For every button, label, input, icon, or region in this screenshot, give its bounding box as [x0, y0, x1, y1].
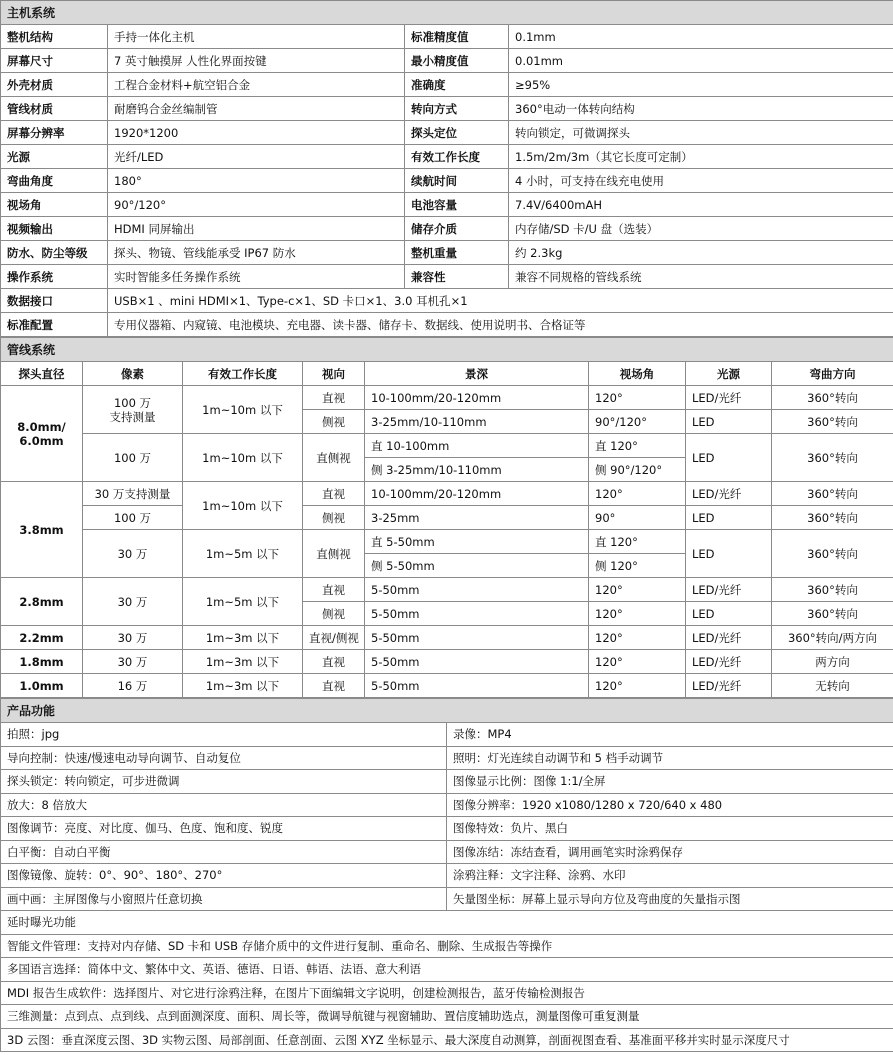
table-row — [1, 49, 893, 73]
spec-value: 4 小时，可支持在线充电使用 — [509, 169, 893, 193]
dof-cell: 3-25mm/10-110mm — [365, 410, 589, 434]
bend-cell: 360°转向 — [772, 602, 893, 626]
spec-label: 有效工作长度 — [405, 145, 509, 169]
pixel-cell: 16 万 — [83, 674, 183, 698]
view-cell: 直视 — [303, 650, 365, 674]
spec-value: 7 英寸触摸屏 人性化界面按键 — [108, 49, 405, 73]
spec-value: 耐磨钨合金丝编制管 — [108, 97, 405, 121]
spec-value: 7.4V/6400mAH — [509, 193, 893, 217]
feature-item: 拍照：jpg — [1, 723, 447, 747]
spec-value: 180° — [108, 169, 405, 193]
spec-label: 外壳材质 — [1, 73, 108, 97]
dof-cell: 5-50mm — [365, 602, 589, 626]
fov-cell: 120° — [589, 602, 686, 626]
table-row — [1, 530, 893, 554]
pixel-cell: 30 万 — [83, 530, 183, 578]
light-cell: LED/光纤 — [686, 482, 772, 506]
view-cell: 直视/侧视 — [303, 626, 365, 650]
feature-line-rows — [1, 911, 893, 1052]
table-row — [1, 578, 893, 602]
table-row — [1, 97, 893, 121]
header-cell: 光源 — [686, 362, 772, 386]
spec-label: 探头定位 — [405, 121, 509, 145]
spec-label: 视频输出 — [1, 217, 108, 241]
spec-value: 1920*1200 — [108, 121, 405, 145]
fov-cell: 120° — [589, 386, 686, 410]
dof-cell: 侧 3-25mm/10-110mm — [365, 458, 589, 482]
view-cell: 直视 — [303, 578, 365, 602]
light-cell: LED — [686, 530, 772, 578]
table-row — [1, 911, 893, 935]
host-rows — [1, 25, 893, 289]
light-cell: LED/光纤 — [686, 386, 772, 410]
bend-cell: 360°转向 — [772, 506, 893, 530]
length-cell: 1m~3m 以下 — [183, 674, 303, 698]
pipeline-system-table — [0, 337, 893, 698]
light-cell: LED — [686, 410, 772, 434]
feature-item: 画中画：主屏图像与小窗照片任意切换 — [1, 887, 447, 911]
section-title-pipeline: 管线系统 — [1, 338, 893, 362]
table-row — [1, 626, 893, 650]
header-cell: 视场角 — [589, 362, 686, 386]
feature-item: 矢量图坐标：屏幕上显示导向方位及弯曲度的矢量指示图 — [447, 887, 893, 911]
fov-cell: 120° — [589, 674, 686, 698]
spec-value: HDMI 同屏输出 — [108, 217, 405, 241]
table-row — [1, 386, 893, 410]
light-cell: LED/光纤 — [686, 626, 772, 650]
pixel-cell: 30 万 — [83, 650, 183, 674]
bend-cell: 两方向 — [772, 650, 893, 674]
header-cell: 景深 — [365, 362, 589, 386]
length-cell: 1m~10m 以下 — [183, 434, 303, 482]
table-row — [1, 650, 893, 674]
table-row — [1, 1005, 893, 1029]
spec-label: 数据接口 — [1, 289, 108, 313]
light-cell: LED/光纤 — [686, 650, 772, 674]
probe-diameter: 8.0mm/ 6.0mm — [1, 386, 83, 482]
pipeline-header-row — [1, 362, 893, 386]
feature-item: 3D 云图：垂直深度云图、3D 实物云图、局部剖面、任意剖面、云图 XYZ 坐标显示、最大深度自动测算，剖面视图查看、基准面平移并实时显示深度尺寸 — [1, 1028, 893, 1052]
feature-item: 导向控制：快速/慢速电动导向调节、自动复位 — [1, 746, 447, 770]
spec-value: 0.1mm — [509, 25, 893, 49]
pixel-cell: 100 万 支持测量 — [83, 386, 183, 434]
feature-pair-rows — [1, 723, 893, 911]
spec-label: 屏幕尺寸 — [1, 49, 108, 73]
table-row — [1, 746, 893, 770]
spec-label: 转向方式 — [405, 97, 509, 121]
spec-label: 电池容量 — [405, 193, 509, 217]
pixel-cell: 30 万 — [83, 578, 183, 626]
feature-item: 图像显示比例：图像 1:1/全屏 — [447, 770, 893, 794]
spec-label: 防水、防尘等级 — [1, 241, 108, 265]
spec-label: 续航时间 — [405, 169, 509, 193]
fov-cell: 120° — [589, 482, 686, 506]
fov-cell: 直 120° — [589, 530, 686, 554]
table-row — [1, 934, 893, 958]
feature-item: 图像镜像、旋转：0°、90°、180°、270° — [1, 864, 447, 888]
probe-diameter: 2.2mm — [1, 626, 83, 650]
dof-cell: 5-50mm — [365, 650, 589, 674]
probe-diameter: 3.8mm — [1, 482, 83, 578]
view-cell: 直视 — [303, 386, 365, 410]
feature-item: 智能文件管理：支持对内存储、SD 卡和 USB 存储介质中的文件进行复制、重命名、删除、生成报告等操作 — [1, 934, 893, 958]
spec-value: 转向锁定，可微调探头 — [509, 121, 893, 145]
fov-cell: 侧 90°/120° — [589, 458, 686, 482]
pixel-cell: 30 万支持测量 — [83, 482, 183, 506]
table-row — [1, 241, 893, 265]
bend-cell: 360°转向 — [772, 578, 893, 602]
pixel-cell: 100 万 — [83, 506, 183, 530]
dof-cell: 5-50mm — [365, 578, 589, 602]
bend-cell: 360°转向 — [772, 482, 893, 506]
fov-cell: 90° — [589, 506, 686, 530]
feature-item: MDI 报告生成软件：选择图片、对它进行涂鸦注释，在图片下面编辑文字说明，创建检测报告，蓝牙传输检测报告 — [1, 981, 893, 1005]
feature-item: 图像特效：负片、黑白 — [447, 817, 893, 841]
pixel-cell: 100 万 — [83, 434, 183, 482]
bend-cell: 无转向 — [772, 674, 893, 698]
features-table — [0, 698, 893, 1052]
feature-item: 多国语言选择：简体中文、繁体中文、英语、德语、日语、韩语、法语、意大利语 — [1, 958, 893, 982]
probe-diameter: 1.8mm — [1, 650, 83, 674]
pipeline-single-rows — [1, 626, 893, 698]
spec-value: 专用仪器箱、内窥镜、电池模块、充电器、读卡器、储存卡、数据线、使用说明书、合格证等 — [108, 313, 893, 337]
fov-cell: 120° — [589, 650, 686, 674]
feature-item: 白平衡：自动白平衡 — [1, 840, 447, 864]
spec-value: 兼容不同规格的管线系统 — [509, 265, 893, 289]
fov-cell: 120° — [589, 578, 686, 602]
spec-value: 探头、物镜、管线能承受 IP67 防水 — [108, 241, 405, 265]
spec-label: 操作系统 — [1, 265, 108, 289]
view-cell: 侧视 — [303, 410, 365, 434]
spec-label: 屏幕分辨率 — [1, 121, 108, 145]
spec-value: 约 2.3kg — [509, 241, 893, 265]
spec-value: 0.01mm — [509, 49, 893, 73]
light-cell: LED — [686, 506, 772, 530]
length-cell: 1m~5m 以下 — [183, 578, 303, 626]
bend-cell: 360°转向 — [772, 386, 893, 410]
dof-cell: 直 5-50mm — [365, 530, 589, 554]
spec-value: 实时智能多任务操作系统 — [108, 265, 405, 289]
spec-label: 视场角 — [1, 193, 108, 217]
view-cell: 侧视 — [303, 602, 365, 626]
dof-cell: 5-50mm — [365, 626, 589, 650]
light-cell: LED — [686, 602, 772, 626]
table-row — [1, 482, 893, 506]
table-row — [1, 723, 893, 747]
view-cell: 直侧视 — [303, 434, 365, 482]
table-row — [1, 73, 893, 97]
host-system-table — [0, 0, 893, 337]
spec-value: 光纤/LED — [108, 145, 405, 169]
probe-diameter: 2.8mm — [1, 578, 83, 626]
feature-item: 探头锁定：转向锁定，可步进微调 — [1, 770, 447, 794]
header-cell: 探头直径 — [1, 362, 83, 386]
table-row — [1, 265, 893, 289]
table-row — [1, 145, 893, 169]
length-cell: 1m~3m 以下 — [183, 626, 303, 650]
spec-label: 整机重量 — [405, 241, 509, 265]
spec-value: 手持一体化主机 — [108, 25, 405, 49]
dof-cell: 10-100mm/20-120mm — [365, 482, 589, 506]
table-row — [1, 25, 893, 49]
view-cell: 直视 — [303, 482, 365, 506]
header-cell: 视向 — [303, 362, 365, 386]
table-row — [1, 193, 893, 217]
table-row — [1, 864, 893, 888]
feature-item: 图像调节：亮度、对比度、伽马、色度、饱和度、锐度 — [1, 817, 447, 841]
section-title-features: 产品功能 — [1, 699, 893, 723]
table-row — [1, 217, 893, 241]
spec-label: 准确度 — [405, 73, 509, 97]
feature-item: 延时曝光功能 — [1, 911, 893, 935]
header-cell: 弯曲方向 — [772, 362, 893, 386]
bend-cell: 360°转向 — [772, 434, 893, 482]
bend-cell: 360°转向 — [772, 530, 893, 578]
spec-label: 光源 — [1, 145, 108, 169]
dof-cell: 直 10-100mm — [365, 434, 589, 458]
fov-cell: 侧 120° — [589, 554, 686, 578]
spec-value: ≥95% — [509, 73, 893, 97]
spec-label: 兼容性 — [405, 265, 509, 289]
feature-item: 照明：灯光连续自动调节和 5 档手动调节 — [447, 746, 893, 770]
table-row — [1, 121, 893, 145]
spec-value: 360°电动一体转向结构 — [509, 97, 893, 121]
feature-item: 三维测量：点到点、点到线、点到面测深度、面积、周长等，微调导航键与视窗辅助、置信度辅助选点，测量图像可重复测量 — [1, 1005, 893, 1029]
header-cell: 有效工作长度 — [183, 362, 303, 386]
view-cell: 直侧视 — [303, 530, 365, 578]
pixel-cell: 30 万 — [83, 626, 183, 650]
spec-label: 弯曲角度 — [1, 169, 108, 193]
table-row — [1, 169, 893, 193]
light-cell: LED/光纤 — [686, 674, 772, 698]
dof-cell: 5-50mm — [365, 674, 589, 698]
feature-item: 图像冻结：冻结查看，调用画笔实时涂鸦保存 — [447, 840, 893, 864]
table-row — [1, 981, 893, 1005]
dof-cell: 侧 5-50mm — [365, 554, 589, 578]
light-cell: LED — [686, 434, 772, 482]
feature-item: 放大：8 倍放大 — [1, 793, 447, 817]
fov-cell: 120° — [589, 626, 686, 650]
table-row — [1, 887, 893, 911]
bend-cell: 360°转向 — [772, 410, 893, 434]
table-row — [1, 506, 893, 530]
spec-label: 整机结构 — [1, 25, 108, 49]
table-row — [1, 1028, 893, 1052]
table-row — [1, 817, 893, 841]
dof-cell: 3-25mm — [365, 506, 589, 530]
spec-label: 储存介质 — [405, 217, 509, 241]
table-row — [1, 770, 893, 794]
view-cell: 直视 — [303, 674, 365, 698]
spec-value: 1.5m/2m/3m（其它长度可定制） — [509, 145, 893, 169]
light-cell: LED/光纤 — [686, 578, 772, 602]
length-cell: 1m~3m 以下 — [183, 650, 303, 674]
header-cell: 像素 — [83, 362, 183, 386]
probe-diameter: 1.0mm — [1, 674, 83, 698]
length-cell: 1m~5m 以下 — [183, 530, 303, 578]
feature-item: 录像：MP4 — [447, 723, 893, 747]
table-row — [1, 840, 893, 864]
spec-label: 标准精度值 — [405, 25, 509, 49]
table-row — [1, 958, 893, 982]
length-cell: 1m~10m 以下 — [183, 482, 303, 530]
table-row — [1, 793, 893, 817]
spec-value: 工程合金材料+航空铝合金 — [108, 73, 405, 97]
spec-value: 90°/120° — [108, 193, 405, 217]
bend-cell: 360°转向/两方向 — [772, 626, 893, 650]
feature-item: 涂鸦注释：文字注释、涂鸦、水印 — [447, 864, 893, 888]
spec-value: 内存储/SD 卡/U 盘（选装） — [509, 217, 893, 241]
fov-cell: 90°/120° — [589, 410, 686, 434]
table-row — [1, 674, 893, 698]
section-title-host: 主机系统 — [1, 1, 893, 25]
spec-value: USB×1 、mini HDMI×1、Type-c×1、SD 卡口×1、3.0 耳机孔×1 — [108, 289, 893, 313]
view-cell: 侧视 — [303, 506, 365, 530]
spec-label: 最小精度值 — [405, 49, 509, 73]
spec-label: 标准配置 — [1, 313, 108, 337]
length-cell: 1m~10m 以下 — [183, 386, 303, 434]
feature-item: 图像分辨率：1920 x1080/1280 x 720/640 x 480 — [447, 793, 893, 817]
dof-cell: 10-100mm/20-120mm — [365, 386, 589, 410]
spec-label: 管线材质 — [1, 97, 108, 121]
table-row — [1, 434, 893, 458]
fov-cell: 直 120° — [589, 434, 686, 458]
